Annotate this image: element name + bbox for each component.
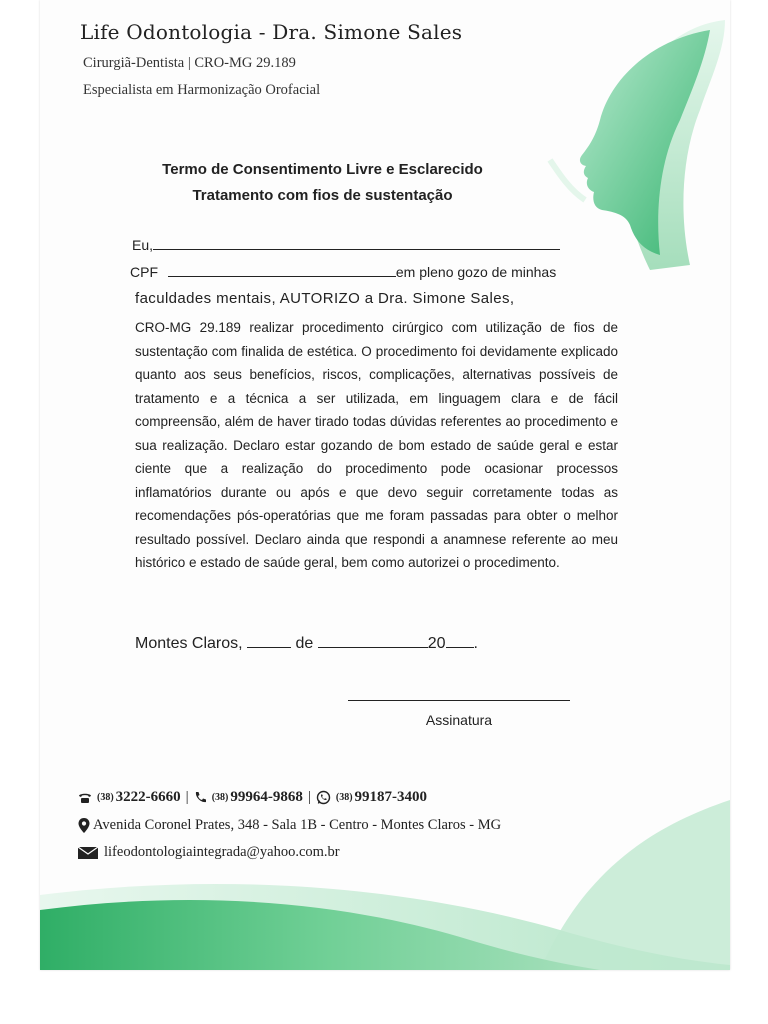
telephone-icon <box>78 792 92 804</box>
location-pin-icon <box>78 818 90 833</box>
cpf-line <box>130 264 556 280</box>
consent-paragraph: CRO-MG 29.189 realizar procedimento cirúrgico com utilização de fios de sustentação com finalida de estética. O procedimento foi devidamente explicado quanto aos seus benefícios, riscos, complicações, alternativas possíveis de tratamento e a técnica a ser utilizada, em linguagem clara e de fácil compreensão, além de haver tirado todas dúvidas referentes ao procedimento e sua realização. Declaro estar gozando de bom estado de saúde geral e estar ciente que a realização do procedimento pode ocasionar processos inflamatórios durante ou após e que devo seguir corretamente todas as recomendações pós-operatórias que me foram passadas para obter o melhor resultado possível. Declaro ainda que respondi a anamnese referente ao meu histórico e estado de saúde geral, bem como autorizei o procedimento. <box>135 320 618 570</box>
cpf-blank-field[interactable] <box>168 264 396 277</box>
authorize-line: faculdades mentais, AUTORIZO a Dra. Simone Sales, <box>135 290 515 307</box>
cpf-label: CPF <box>130 264 158 280</box>
clinic-name: Life Odontologia - Dra. Simone Sales <box>80 20 463 44</box>
year-blank-field[interactable] <box>446 635 474 648</box>
date-end: . <box>473 635 478 652</box>
date-de: de <box>295 635 314 652</box>
email-link[interactable]: lifeodontologiaintegrada@yahoo.com.br <box>104 844 340 860</box>
email-envelope-icon <box>78 847 98 859</box>
email-contact <box>78 844 340 861</box>
separator: | <box>307 789 311 805</box>
name-blank-field[interactable] <box>153 237 560 250</box>
day-blank-field[interactable] <box>247 635 291 648</box>
clinic-specialty: Especialista em Harmonização Orofacial <box>83 82 321 98</box>
address-text: Avenida Coronel Prates, 348 - Sala 1B - Centro - Montes Claros - MG <box>93 817 502 833</box>
phone1-number[interactable]: 3222-6660 <box>115 789 181 805</box>
phone2-ddd: (38) <box>211 792 229 803</box>
whatsapp-icon <box>316 790 331 805</box>
date-line <box>135 635 478 653</box>
whatsapp-ddd: (38) <box>335 792 353 803</box>
clinic-subtitle: Cirurgiã-Dentista | CRO-MG 29.189 <box>83 55 296 71</box>
month-blank-field[interactable] <box>318 635 428 648</box>
document-page <box>40 0 730 970</box>
signature-label: Assinatura <box>425 712 493 728</box>
phone-contacts <box>78 789 427 806</box>
separator: | <box>185 789 189 805</box>
name-line <box>132 237 560 253</box>
mobile-phone-icon <box>194 791 207 804</box>
eu-label: Eu, <box>132 237 154 253</box>
phone1-ddd: (38) <box>97 792 114 803</box>
document-subtitle: Tratamento com fios de sustentação <box>192 187 453 204</box>
document-title: Termo de Consentimento Livre e Esclarecido <box>162 161 483 178</box>
phone2-number[interactable]: 99964-9868 <box>230 789 303 805</box>
address-contact <box>78 817 501 834</box>
whatsapp-number[interactable]: 99187-3400 <box>354 789 428 805</box>
date-city: Montes Claros, <box>135 635 243 652</box>
date-year-prefix: 20 <box>427 635 446 652</box>
cpf-suffix: em pleno gozo de minhas <box>395 264 557 280</box>
signature-line[interactable] <box>348 700 570 701</box>
